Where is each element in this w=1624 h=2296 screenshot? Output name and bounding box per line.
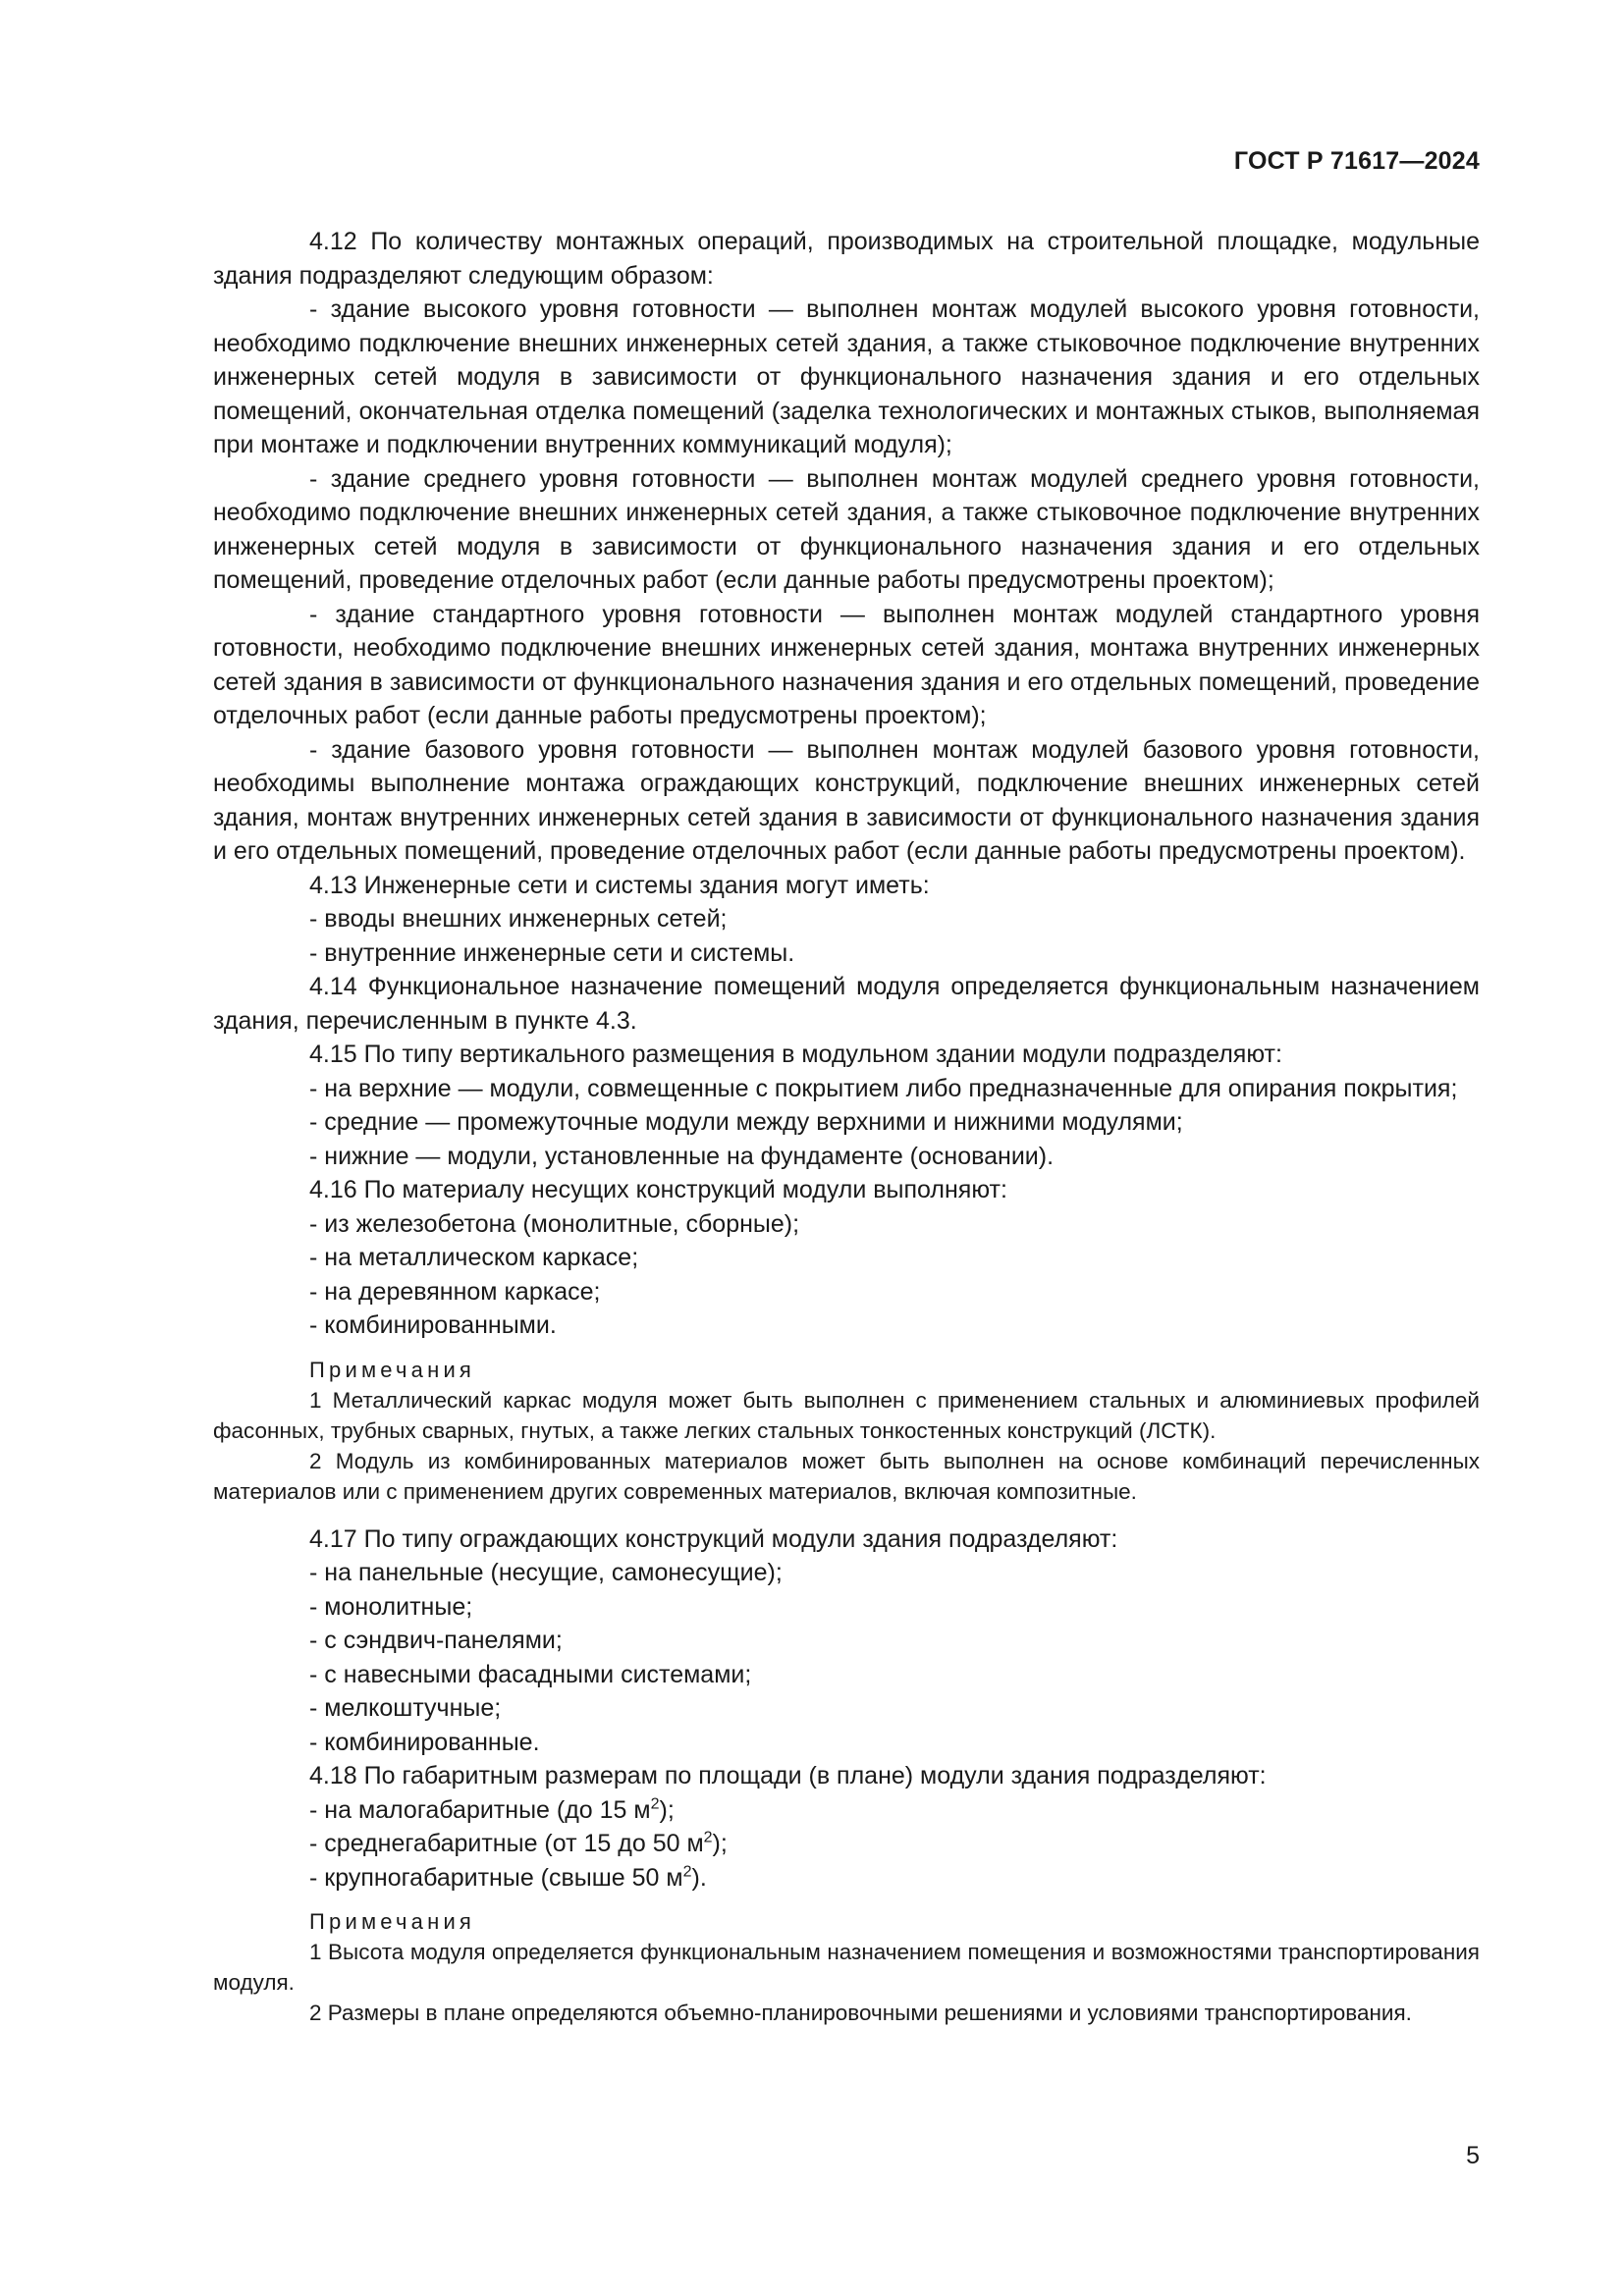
list-item: - на деревянном каркасе; (309, 1277, 601, 1306)
list-item: - вводы внешних инженерных сетей; (309, 905, 728, 933)
superscript: 2 (682, 1863, 692, 1881)
list-item: - здание высокого уровня готовности — выполнен монтаж модулей высокого уровня готовности, необходимо подключение внешних инженерных сетей здания, а также стыковочное подключение внутренних инженерных сетей модуля в зависимости от функционального назначения здания и его отдельных помещений, окончательная отделка помещений (заделка технологических и монтажных стыков, выполняемая при монтаже и подключении внутренних коммуникаций модуля); (213, 295, 1480, 458)
list-item-tail: ). (691, 1863, 707, 1892)
list-item: - комбинированные. (309, 1728, 540, 1756)
list-item-tail: ); (712, 1830, 728, 1857)
list-item: - здание базового уровня готовности — выполнен монтаж модулей базового уровня готовности, необходимы выполнение монтажа ограждающих конструкций, подключение внешних инженерных сетей здания, монтаж внутренних инженерных сетей здания в зависимости от функционального назначения здания и его отдельных помещений, проведение отделочных работ (если данные работы предусмотрены проектом). (213, 735, 1480, 865)
page-number: 5 (1466, 2142, 1480, 2169)
list-item (213, 1793, 1480, 1828)
list-item: - мелкоштучные; (309, 1694, 502, 1722)
clause-4-13-intro: 4.13 Инженерные сети и системы здания могут иметь: (309, 871, 930, 899)
list-item: - на панельные (несущие, самонесущие); (309, 1559, 783, 1586)
clause-4-18-intro: 4.18 По габаритным размерам по площади (в плане) модули здания подразделяют: (309, 1762, 1267, 1789)
clause-4-12-intro: 4.12 По количеству монтажных операций, производимых на строительной площадке, модульные здания подразделяют следующим образом: (213, 228, 1480, 290)
clause-4-16-intro: 4.16 По материалу несущих конструкций модули выполняют: (309, 1176, 1007, 1203)
spacer (213, 1507, 1480, 1522)
document-code: ГОСТ Р 71617—2024 (1233, 147, 1480, 175)
list-item: - с сэндвич-панелями; (309, 1627, 563, 1654)
list-item: - из железобетона (монолитные, сборные); (309, 1209, 800, 1238)
list-item-text: - на малогабаритные (до 15 м (309, 1795, 651, 1824)
list-item: - с навесными фасадными системами; (309, 1660, 752, 1688)
list-item: - средние — промежуточные модули между верхними и нижними модулями; (309, 1108, 1183, 1136)
list-item: - на металлическом каркасе; (309, 1244, 639, 1271)
list-item: - здание среднего уровня готовности — выполнен монтаж модулей среднего уровня готовности, необходимо подключение внешних инженерных сетей здания, а также стыковочное подключение внутренних инженерных сетей модуля в зависимости от функционального назначения здания и его отдельных помещений, проведение отделочных работ (если данные работы предусмотрены проектом); (213, 464, 1480, 594)
superscript: 2 (703, 1829, 713, 1846)
clause-4-14: 4.14 Функциональное назначение помещений модуля определяется функциональным назначением здания, перечисленным в пункте 4.3. (213, 973, 1480, 1035)
note-item: 2 Модуль из комбинированных материалов может быть выполнен на основе комбинаций перечисленных материалов или с применением других современных материалов, включая композитные. (213, 1448, 1480, 1504)
list-item: - на верхние — модули, совмещенные с покрытием либо предназначенные для опирания покрытия; (309, 1074, 1458, 1102)
list-item (213, 1827, 1480, 1861)
note-item: 2 Размеры в плане определяются объемно-планировочными решениями и условиями транспортирования. (309, 2001, 1412, 2025)
list-item-tail: ); (659, 1795, 675, 1824)
notes-heading: Примечания (309, 1357, 476, 1382)
list-item (213, 1861, 1480, 1896)
list-item: - внутренние инженерные сети и системы. (309, 938, 795, 967)
clause-4-17-intro: 4.17 По типу ограждающих конструкций модули здания подразделяют: (309, 1524, 1118, 1553)
list-item-text: - среднегабаритные (от 15 до 50 м (309, 1830, 704, 1857)
note-item: 1 Металлический каркас модуля может быть выполнен с применением стальных и алюминиевых профилей фасонных, трубных сварных, гнутых, а также легких стальных тонкостенных конструкций (ЛСТК). (213, 1387, 1480, 1443)
document-body (213, 225, 1480, 2028)
notes-heading: Примечания (309, 1909, 476, 1934)
list-item: - комбинированными. (309, 1311, 557, 1339)
note-item: 1 Высота модуля определяется функциональным назначением помещения и возможностями транспортирования модуля. (213, 1940, 1480, 1995)
list-item: - нижние — модули, установленные на фундаменте (основании). (309, 1142, 1055, 1170)
list-item: - монолитные; (309, 1592, 473, 1621)
clause-4-15-intro: 4.15 По типу вертикального размещения в модульном здании модули подразделяют: (309, 1041, 1282, 1068)
list-item: - здание стандартного уровня готовности — выполнен монтаж модулей стандартного уровня готовности, необходимо подключение внешних инженерных сетей здания, монтажа внутренних инженерных сетей здания в зависимости от функционального назначения здания и его отдельных помещений, проведение отделочных работ (если данные работы предусмотрены проектом); (213, 600, 1480, 729)
list-item-text: - крупногабаритные (свыше 50 м (309, 1863, 683, 1892)
superscript: 2 (650, 1795, 660, 1813)
